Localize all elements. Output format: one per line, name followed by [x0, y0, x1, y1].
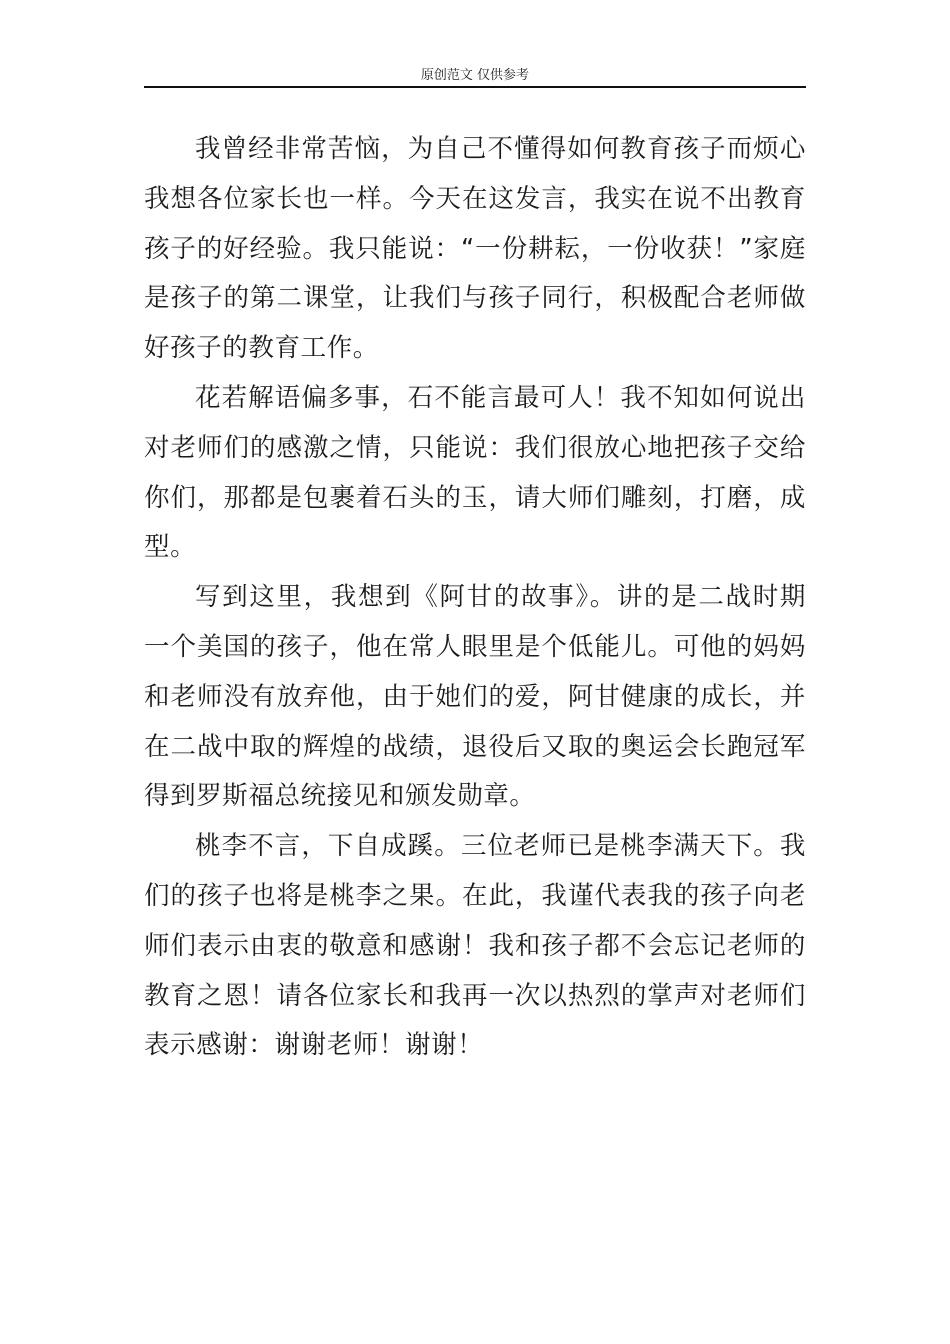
- paragraph-1: 我曾经非常苦恼，为自己不懂得如何教育孩子而烦心我想各位家长也一样。今天在这发言，我实在说不出教育孩子的好经验。我只能说：“一份耕耘，一份收获！”家庭是孩子的第二课堂，让我们与孩子同行，积极配合老师做好孩子的教育工作。: [144, 134, 806, 364]
- paragraph-3: 写到这里，我想到《阿甘的故事》。讲的是二战时期一个美国的孩子，他在常人眼里是个低能儿。可他的妈妈和老师没有放弃他，由于她们的爱，阿甘健康的成长，并在二战中取的辉煌的战绩，退役后又取的奥运会长跑冠军得到罗斯福总统接见和颁发勋章。: [144, 582, 806, 812]
- page-header: [144, 64, 806, 88]
- paragraph-4: 桃李不言，下自成蹊。三位老师已是桃李满天下。我们的孩子也将是桃李之果。在此，我谨代表我的孩子向老师们表示由衷的敬意和感谢！我和孩子都不会忘记老师的教育之恩！请各位家长和我再一次以热烈的掌声对老师们表示感谢：谢谢老师！谢谢！: [144, 831, 806, 1061]
- paragraph-2: 花若解语偏多事，石不能言最可人！我不知如何说出对老师们的感激之情，只能说：我们很放心地把孩子交给你们，那都是包裹着石头的玉，请大师们雕刻，打磨，成型。: [144, 382, 806, 563]
- header-text: 原创范文 仅供参考: [420, 68, 530, 83]
- document-body: [144, 125, 806, 1071]
